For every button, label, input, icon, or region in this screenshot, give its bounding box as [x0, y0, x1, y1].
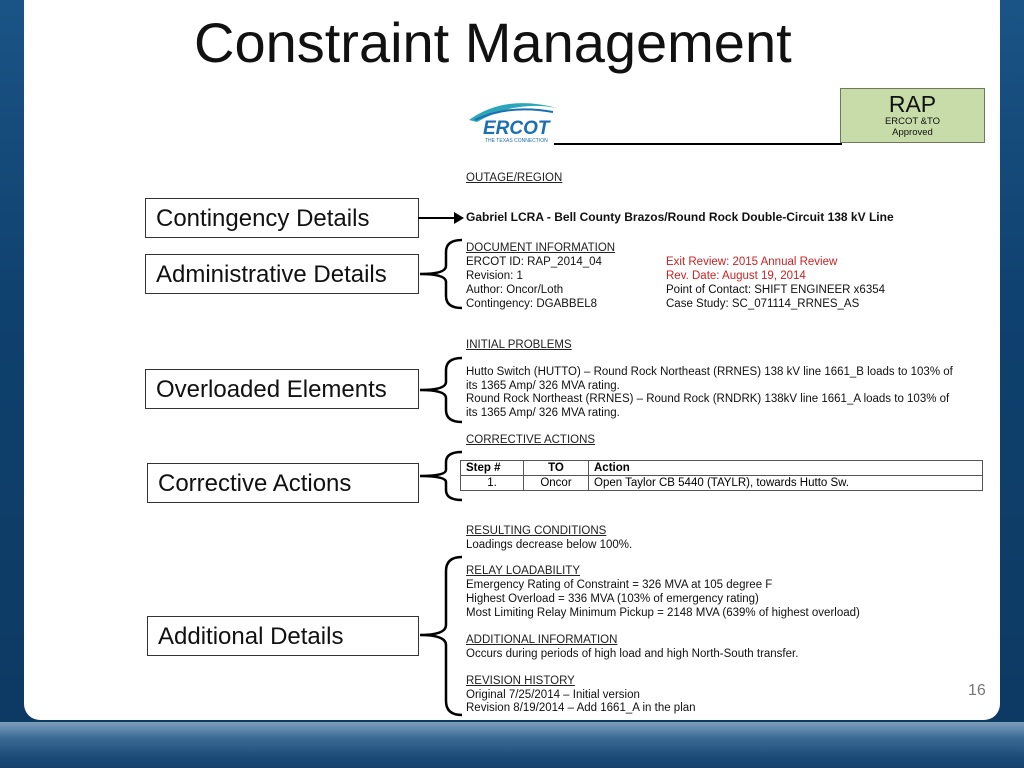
doc-case-study: Case Study: SC_071114_RRNES_AS	[666, 298, 860, 310]
doc-point-of-contact: Point of Contact: SHIFT ENGINEER x6354	[666, 284, 886, 296]
additional-info-line: Occurs during periods of high load and high North-South transfer.	[466, 648, 799, 660]
corrective-actions-table	[460, 460, 983, 491]
doc-revision: Revision: 1	[466, 270, 523, 282]
arrow-connector-contingency	[418, 205, 466, 231]
doc-author: Author: Oncor/Loth	[466, 284, 564, 296]
brace-overloaded	[418, 356, 466, 424]
document-info-header: DOCUMENT INFORMATION	[466, 242, 616, 254]
doc-rev-date: Rev. Date: August 19, 2014	[666, 270, 806, 282]
initial-problem-line: its 1365 Amp/ 326 MVA rating.	[466, 407, 620, 419]
doc-exit-review: Exit Review: 2015 Annual Review	[666, 256, 838, 268]
resulting-conditions-header: RESULTING CONDITIONS	[466, 525, 607, 537]
header-rule	[554, 143, 842, 145]
table-header-row	[461, 461, 983, 476]
background-footer-band	[0, 722, 1024, 768]
relay-line: Highest Overload = 336 MVA (103% of emergency rating)	[466, 593, 759, 605]
relay-line: Most Limiting Relay Minimum Pickup = 2148 MVA (639% of highest overload)	[466, 607, 860, 619]
ercot-logo-name: ERCOT	[483, 118, 550, 139]
resulting-conditions-line: Loadings decrease below 100%.	[466, 539, 633, 551]
cell-to: Oncor	[524, 476, 589, 491]
page-number: 16	[968, 682, 986, 699]
initial-problem-line: Hutto Switch (HUTTO) – Round Rock Northeast (RRNES) 138 kV line 1661_B loads to 103% of	[466, 366, 953, 378]
column-header-action: Action	[589, 461, 983, 476]
brace-additional	[418, 555, 466, 719]
table-row	[461, 476, 983, 491]
page-title: Constraint Management	[194, 11, 792, 74]
brace-administrative	[418, 238, 466, 310]
additional-info-header: ADDITIONAL INFORMATION	[466, 634, 618, 646]
initial-problems-header: INITIAL PROBLEMS	[466, 339, 572, 351]
initial-problem-line: Round Rock Northeast (RRNES) – Round Rock (RNDRK) 138kV line 1661_A loads to 103% of	[466, 393, 950, 405]
label-additional-details: Additional Details	[147, 616, 419, 656]
outage-line: Gabriel LCRA - Bell County Brazos/Round Rock Double-Circuit 138 kV Line	[466, 210, 894, 224]
relay-line: Emergency Rating of Constraint = 326 MVA at 105 degree F	[466, 579, 773, 591]
cell-step: 1.	[461, 476, 524, 491]
revision-line: Revision 8/19/2014 – Add 1661_A in the plan	[466, 702, 696, 714]
brace-corrective	[418, 450, 466, 502]
rap-line-1: ERCOT &TO	[884, 116, 941, 127]
label-administrative-details: Administrative Details	[145, 254, 419, 294]
doc-ercot-id: ERCOT ID: RAP_2014_04	[466, 256, 602, 268]
ercot-logo	[465, 98, 565, 146]
column-header-to: TO	[524, 461, 589, 476]
rap-title: RAP	[888, 91, 937, 117]
ercot-logo-tagline: THE TEXAS CONNECTION	[485, 138, 548, 144]
label-corrective-actions: Corrective Actions	[147, 463, 419, 503]
revision-history-header: REVISION HISTORY	[466, 675, 575, 687]
initial-problem-line: its 1365 Amp/ 326 MVA rating.	[466, 380, 620, 392]
outage-header: OUTAGE/REGION	[466, 172, 563, 184]
column-header-step: Step #	[461, 461, 524, 476]
rap-approval-box	[840, 88, 985, 143]
revision-line: Original 7/25/2014 – Initial version	[466, 689, 640, 701]
label-contingency-details: Contingency Details	[145, 198, 419, 238]
doc-contingency: Contingency: DGABBEL8	[466, 298, 598, 310]
label-overloaded-elements: Overloaded Elements	[145, 369, 419, 409]
relay-loadability-header: RELAY LOADABILITY	[466, 565, 580, 577]
cell-action: Open Taylor CB 5440 (TAYLR), towards Hutto Sw.	[589, 476, 983, 491]
corrective-actions-header: CORRECTIVE ACTIONS	[466, 434, 596, 446]
rap-line-2: Approved	[892, 127, 933, 138]
